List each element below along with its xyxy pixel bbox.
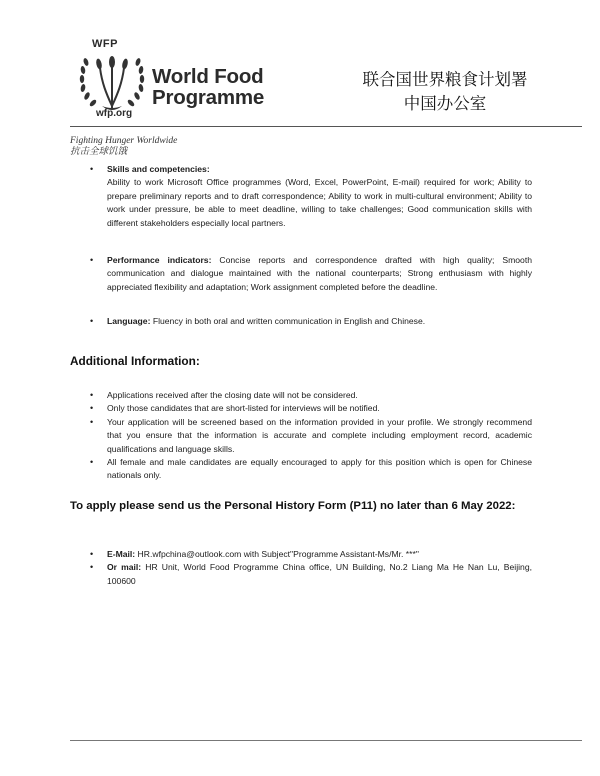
list-item <box>70 315 532 328</box>
header-divider <box>70 126 582 127</box>
list-item <box>70 561 532 588</box>
wfp-logo <box>76 38 276 122</box>
logo-name-line1: World Food <box>152 65 264 88</box>
skills-label: Skills and competencies: <box>107 164 210 174</box>
language-text: Fluency in both oral and written communication in English and Chinese. <box>150 316 426 326</box>
logo-name-line2: Programme <box>152 86 265 109</box>
skills-text: Ability to work Microsoft Office programmes (Word, Excel, PowerPoint, E-mail) required for work; Ability to prepare preliminary reports and to draft correspondence; Ability to work in multi-cultural environment; Ability to work under pressure, be able to meet deadline, willing to take challenges; Good communication skills with different stakeholders especially local partners. <box>107 177 532 228</box>
performance-label: Performance indicators: <box>107 255 212 265</box>
apply-contact-list <box>70 548 532 588</box>
footer-divider <box>70 740 582 741</box>
skills-list <box>70 163 532 230</box>
tagline-english: Fighting Hunger Worldwide <box>70 136 178 146</box>
email-label: E-Mail: <box>107 549 136 559</box>
tagline-chinese: 抗击全球饥饿 <box>70 147 128 157</box>
logo-url: wfp.org <box>96 108 133 119</box>
tagline <box>70 136 177 158</box>
logo-acronym: WFP <box>92 38 118 50</box>
list-item <box>70 163 532 230</box>
list-item <box>70 548 532 561</box>
list-item: • All female and male candidates are equally encouraged to apply for this position which is open for Chinese nationals only. <box>70 456 532 483</box>
chinese-office-name: 中国办公室 <box>403 94 487 113</box>
list-item: • Only those candidates that are short-listed for interviews will be notified. <box>70 402 532 415</box>
mail-label: Or mail: <box>107 562 142 573</box>
additional-info-list <box>70 389 532 483</box>
performance-list <box>70 254 532 294</box>
performance-text: Concise reports and correspondence drafted with high quality; Smooth communication and dialogue maintained with the national counterparts; Strong enthusiasm with highly appreciated flexibility and adaptation; Work assignment completed before the deadline. <box>107 255 532 292</box>
logo-wordmark <box>152 66 264 108</box>
additional-info-heading: Additional Information: <box>70 354 200 368</box>
wheat-wreath-emblem-icon <box>76 48 148 116</box>
apply-heading: To apply please send us the Personal History Form (P11) no later than 6 May 2022: <box>70 500 516 512</box>
language-list <box>70 315 532 328</box>
list-item: • Applications received after the closing date will not be considered. <box>70 389 532 402</box>
language-label: Language: <box>107 316 151 326</box>
email-text[interactable]: HR.wfpchina@outlook.com with Subject"Programme Assistant-Ms/Mr. ***" <box>135 549 419 559</box>
mail-address-text: HR Unit, World Food Programme China office, UN Building, No.2 Liang Ma He Nan Lu, Beijing, 100600 <box>107 562 532 586</box>
list-item <box>70 254 532 294</box>
list-item: • Your application will be screened based on the information provided in your profile. We strongly recommend that you ensure that the information is accurate and complete including employment record, academic qualifications and language skills. <box>70 416 532 456</box>
chinese-org-name: 联合国世界粮食计划署 <box>362 70 528 89</box>
